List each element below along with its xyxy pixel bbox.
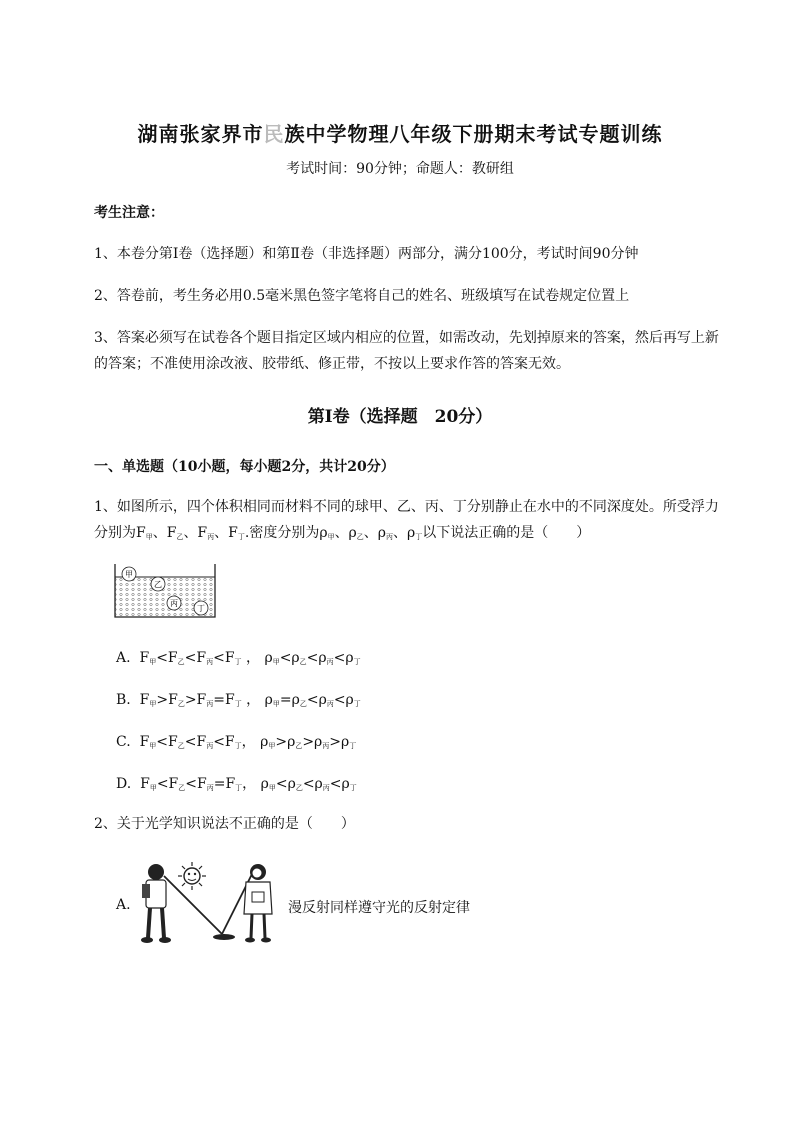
q1-stem-line1: 1、如图所示，四个体积相同而材料不同的球甲、乙、丙、丁分别静止在水中的不同深度处。所受浮力 (94, 499, 719, 515)
exam-info: 考试时间：90分钟；命题人：教研组 (286, 161, 514, 177)
q1-option-c[interactable]: C. $F_甲<F_乙<F_丙<F_丁$， $\rho_甲>\rho_乙>\rho_丙>\rho_丁$ (116, 734, 357, 750)
notice-item-3-line1: 3、答案必须写在试卷各个题目指定区域内相应的位置，如需改动，先划掉原来的答案，然后再写上新 (94, 330, 719, 346)
ball-yi (151, 577, 165, 591)
notice-item-2: 2、答卷前，考生务必用0.5毫米黑色签字笔将自己的姓名、班级填写在试卷规定位置上 (94, 288, 630, 304)
ball-ding (194, 601, 208, 615)
girl-figure (244, 864, 272, 943)
water-tank-figure (112, 562, 218, 620)
notice-item-1: 1、本卷分第I卷（选择题）和第Ⅱ卷（非选择题）两部分，满分100分，考试时间90分钟 (94, 246, 639, 262)
part-title: 一、单选题（10小题，每小题2分，共计20分） (94, 459, 395, 475)
mirror-icon (213, 934, 235, 940)
notice-item-3-line2: 的答案；不准使用涂改液、胶带纸、修正带，不按以上要求作答的答案无效。 (94, 356, 570, 372)
q1-option-b[interactable]: B. $F_甲>F_乙>F_丙=F_丁$ ， $\rho_甲=\rho_乙<\rho_丙<\rho_丁$ (116, 692, 361, 708)
sun-icon (178, 862, 206, 890)
svg-text:丁: 丁 (197, 604, 205, 613)
q1-option-a[interactable]: A. $F_甲<F_乙<F_丙<F_丁$ ， $\rho_甲<\rho_乙<\rho_丙<\rho_丁$ (116, 650, 361, 666)
section-title: 第I卷（选择题 20分） (307, 407, 493, 427)
notice-heading: 考生注意： (94, 205, 164, 221)
svg-text:乙: 乙 (154, 580, 162, 589)
ball-bing (167, 596, 181, 610)
q2-option-a-text: 漫反射同样遵守光的反射定律 (288, 900, 470, 916)
ball-jia (122, 567, 136, 581)
reflection-illustration (134, 858, 280, 948)
q2-option-a-letter[interactable]: A. (116, 897, 131, 913)
boy-figure (141, 864, 171, 943)
q1-option-d[interactable]: D. $F_甲<F_乙<F_丙=F_丁$， $\rho_甲<\rho_乙<\rho_丙<\rho_丁$ (116, 776, 357, 792)
svg-text:甲: 甲 (125, 570, 133, 579)
svg-text:丙: 丙 (170, 599, 178, 608)
q1-stem-line2: 分别为$F_甲$、$F_乙$、$F_丙$、$F_丁$.密度分别为$\rho_甲$、$\rho_乙$、$\rho_丙$、$\rho_丁$以下说法正确的是（ ） (94, 525, 591, 541)
page-title: 湖南张家界市民族中学物理八年级下册期末考试专题训练 (137, 122, 663, 146)
q2-stem: 2、关于光学知识说法不正确的是（ ） (94, 816, 355, 832)
